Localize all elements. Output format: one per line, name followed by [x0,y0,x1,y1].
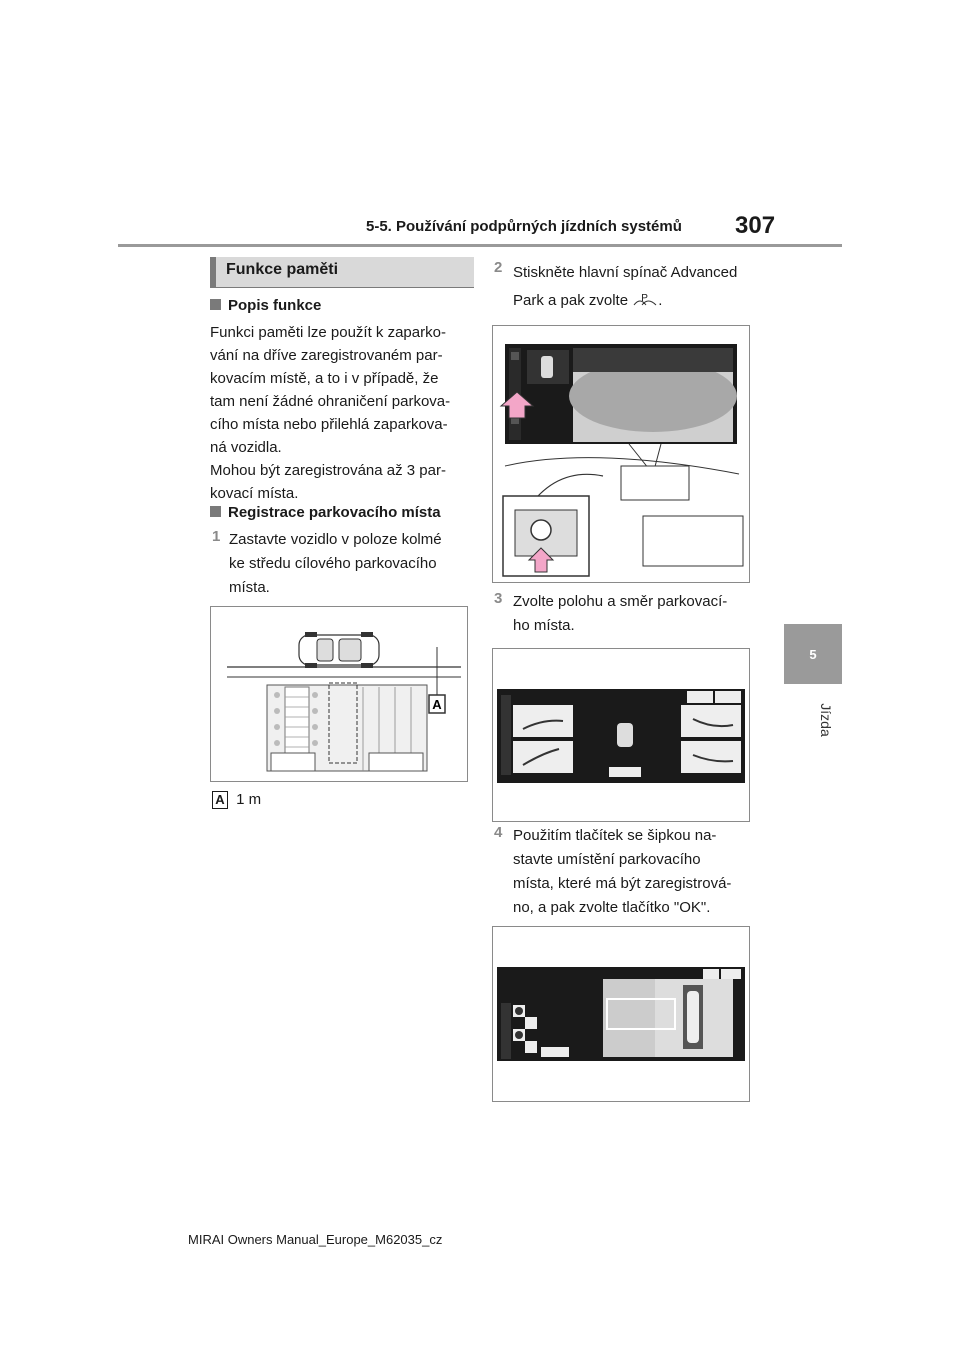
chapter-number: 5 [809,646,817,662]
text-line: Mohou být zaregistrována až 3 par- [210,462,446,479]
header-section-title: 5-5. Používání podpůrných jízdních systémů [366,218,682,235]
text-line: Použitím tlačítek se šipkou na- [513,827,717,844]
chapter-label: Jízda [818,703,834,737]
park-icon-letter: P [641,293,648,304]
park-assist-icon [632,289,658,309]
figure-legend [212,791,261,809]
step-number: 3 [494,590,503,607]
subhead-registration [210,504,441,521]
square-bullet-icon [210,299,221,310]
dashboard-figure [492,325,750,583]
subhead-text: Popis funkce [228,297,322,314]
text-line: no, a pak zvolte tlačítko "OK". [513,899,711,916]
subhead-function-description [210,297,321,314]
position-selection-figure [492,648,750,822]
adjust-position-figure [492,926,750,1102]
text-line-with-icon [513,287,763,315]
text-line: ná vozidla. [210,439,282,456]
legend-badge: A [212,791,228,809]
text-line: tam není žádné ohraničení parkova- [210,393,451,410]
text-line: Zastavte vozidlo v poloze kolmé [229,531,442,548]
legend-text: 1 m [236,791,262,808]
adjust-screen [493,927,749,1101]
parking-diagram [211,607,467,781]
text-line: místa, které má být zaregistrová- [513,875,732,892]
text-line: kovací místa. [210,485,299,502]
text-line: Funkci paměti lze použít k zaparko- [210,324,446,341]
step-number: 4 [494,824,503,841]
chapter-tab[interactable] [784,624,842,684]
text-line: cího místa nebo přilehlá zaparkova- [210,416,448,433]
square-bullet-icon [210,506,221,517]
selection-screen [493,649,749,821]
text-line: . [658,292,663,309]
subhead-text: Registrace parkovacího místa [228,504,441,521]
text-line: ho místa. [513,617,575,634]
text-line: kovacím místě, a to i v případě, že [210,370,439,387]
description-paragraph [210,321,472,505]
step-number: 1 [212,528,221,545]
text-line: ke středu cílového parkovacího [229,555,437,572]
text-line: Park a pak zvolte [513,292,629,309]
text-line: Zvolte polohu a směr parkovací- [513,593,728,610]
text-line: stavte umístění parkovacího [513,851,701,868]
parking-position-figure [210,606,468,782]
header-divider [118,244,842,247]
car-icon [299,632,379,668]
section-title: Funkce paměti [226,261,339,278]
page-number: 307 [735,212,776,239]
text-line: Stiskněte hlavní spínač Advanced [513,264,738,281]
footer-text: MIRAI Owners Manual_Europe_M62035_cz [188,1232,443,1247]
text-line: místa. [229,579,270,596]
step-number: 2 [494,259,503,276]
figure-label-a: A [432,697,442,712]
text-line: vání na dříve zaregistrovaném par- [210,347,443,364]
section-heading [210,257,474,288]
dashboard-diagram [493,326,749,582]
